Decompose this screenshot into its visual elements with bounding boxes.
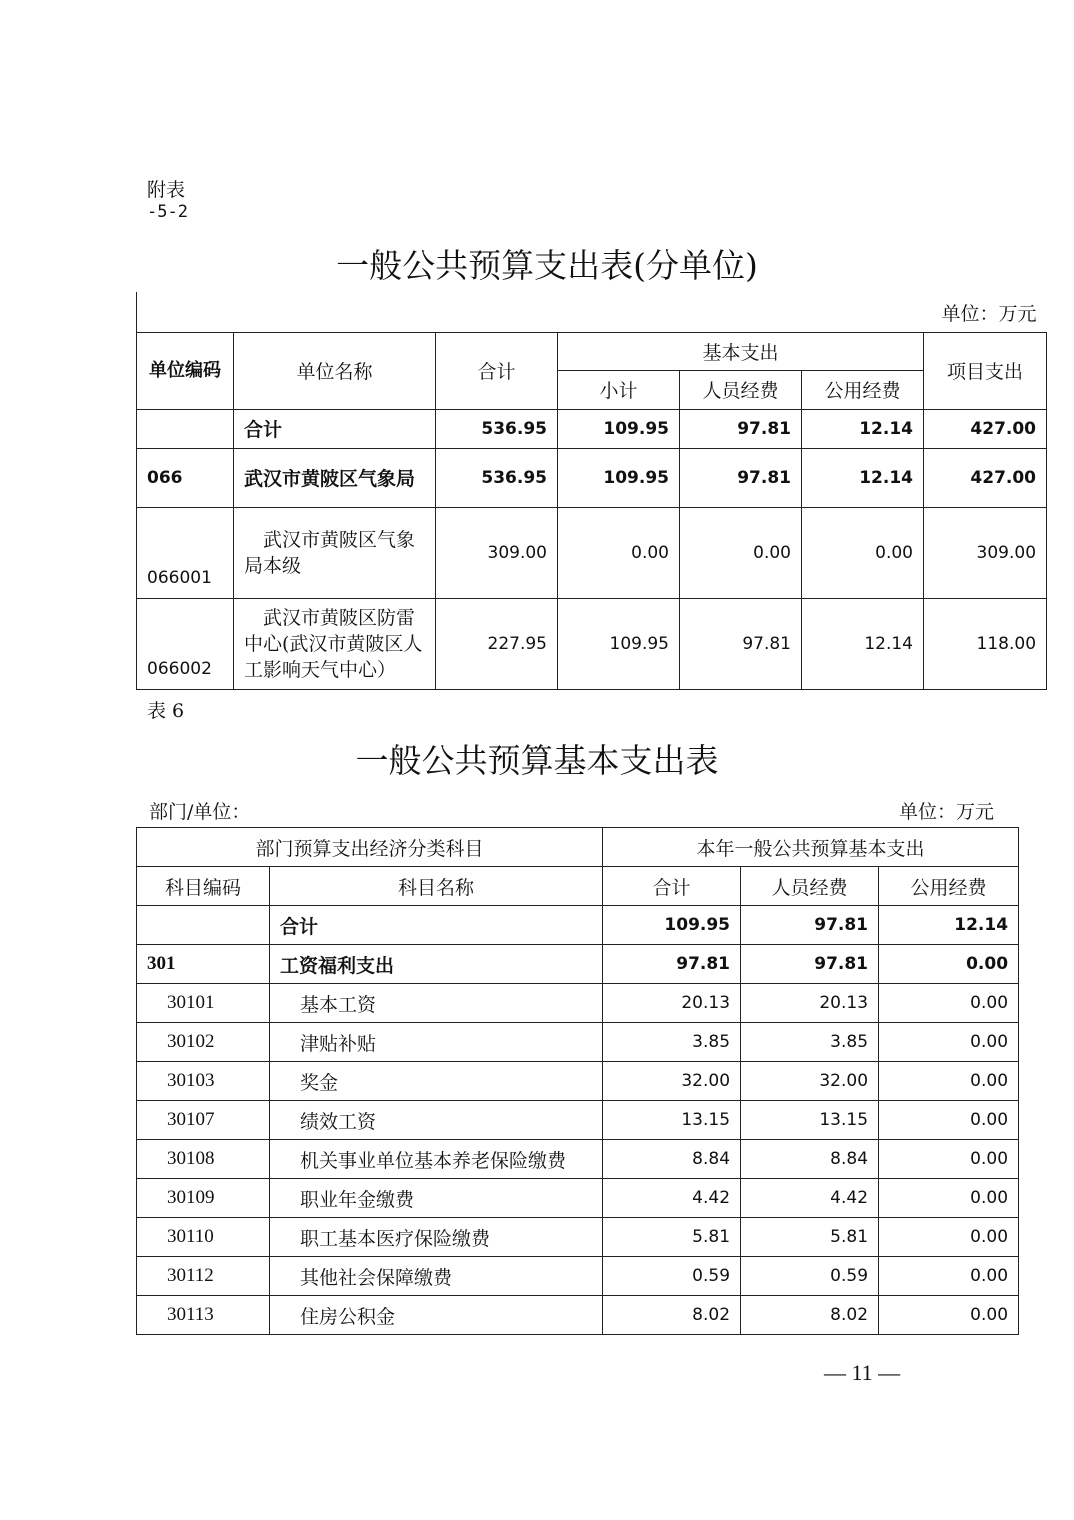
cell-personnel: 20.13 [741, 984, 879, 1023]
cell-code: 30112 [137, 1257, 270, 1296]
cell-personnel: 0.59 [741, 1257, 879, 1296]
cell-code [137, 409, 234, 448]
header-subtotal: 小计 [558, 370, 680, 409]
cell-total: 97.81 [603, 945, 741, 984]
cell-public: 0.00 [879, 1023, 1019, 1062]
cell-code: 066 [137, 448, 234, 507]
cell-total: 3.85 [603, 1023, 741, 1062]
cell-total: 309.00 [436, 507, 558, 598]
cell-personnel: 0.00 [680, 507, 802, 598]
cell-subtotal: 0.00 [558, 507, 680, 598]
header-current-year: 本年一般公共预算基本支出 [603, 828, 1019, 867]
cell-code: 30101 [137, 984, 270, 1023]
cell-subtotal: 109.95 [558, 598, 680, 689]
table-row [137, 1023, 1019, 1062]
table-row [137, 945, 1019, 984]
cell-personnel: 8.02 [741, 1296, 879, 1335]
header-name: 科目名称 [270, 867, 603, 906]
cell-public: 12.14 [802, 598, 924, 689]
cell-public: 0.00 [879, 945, 1019, 984]
cell-personnel: 4.42 [741, 1179, 879, 1218]
cell-code: 30103 [137, 1062, 270, 1101]
table-row [137, 409, 1047, 448]
cell-public: 12.14 [802, 409, 924, 448]
cell-name: 武汉市黄陂区气象局 [234, 448, 436, 507]
table-row [137, 507, 1047, 598]
table1-unit: 单位：万元 [137, 292, 1047, 332]
cell-personnel: 13.15 [741, 1101, 879, 1140]
cell-personnel: 97.81 [680, 409, 802, 448]
table-row [137, 984, 1019, 1023]
header-public: 公用经费 [879, 867, 1019, 906]
cell-code: 30109 [137, 1179, 270, 1218]
cell-code: 066002 [137, 598, 234, 689]
cell-name: 机关事业单位基本养老保险缴费 [270, 1140, 603, 1179]
cell-code: 066001 [137, 507, 234, 598]
cell-public: 0.00 [879, 1062, 1019, 1101]
header-unit-name: 单位名称 [234, 332, 436, 409]
header-total: 合计 [436, 332, 558, 409]
header-code: 科目编码 [137, 867, 270, 906]
table-row [137, 1296, 1019, 1335]
table2-label: 表 6 [147, 700, 185, 722]
cell-personnel: 97.81 [680, 598, 802, 689]
cell-name: 奖金 [270, 1062, 603, 1101]
cell-personnel: 5.81 [741, 1218, 879, 1257]
cell-code [137, 906, 270, 945]
cell-subtotal: 109.95 [558, 448, 680, 507]
cell-name: 工资福利支出 [270, 945, 603, 984]
cell-code: 30110 [137, 1218, 270, 1257]
page-number: — 11 — [824, 1360, 901, 1385]
table2-unit: 单位：万元 [899, 801, 995, 823]
cell-total: 536.95 [436, 448, 558, 507]
cell-personnel: 32.00 [741, 1062, 879, 1101]
cell-public: 0.00 [879, 984, 1019, 1023]
cell-public: 0.00 [879, 1218, 1019, 1257]
cell-name: 职业年金缴费 [270, 1179, 603, 1218]
cell-total: 8.02 [603, 1296, 741, 1335]
cell-name: 基本工资 [270, 984, 603, 1023]
cell-project: 427.00 [924, 409, 1047, 448]
table-row [137, 1257, 1019, 1296]
header-public: 公用经费 [802, 370, 924, 409]
cell-public: 0.00 [802, 507, 924, 598]
header-personnel: 人员经费 [680, 370, 802, 409]
attachment-label: 附表 [147, 179, 186, 201]
cell-code: 301 [137, 945, 270, 984]
cell-total: 20.13 [603, 984, 741, 1023]
table-row [137, 1062, 1019, 1101]
cell-public: 0.00 [879, 1101, 1019, 1140]
cell-project: 309.00 [924, 507, 1047, 598]
cell-total: 5.81 [603, 1218, 741, 1257]
cell-code: 30113 [137, 1296, 270, 1335]
cell-subtotal: 109.95 [558, 409, 680, 448]
header-basic: 基本支出 [558, 332, 924, 370]
cell-name: 住房公积金 [270, 1296, 603, 1335]
table-row [137, 1101, 1019, 1140]
cell-total: 536.95 [436, 409, 558, 448]
cell-name: 津贴补贴 [270, 1023, 603, 1062]
table1 [136, 292, 1047, 690]
cell-name: 职工基本医疗保险缴费 [270, 1218, 603, 1257]
header-project: 项目支出 [924, 332, 1047, 409]
cell-personnel: 97.81 [741, 906, 879, 945]
cell-project: 427.00 [924, 448, 1047, 507]
table2-dept: 部门/单位： [149, 801, 251, 823]
cell-total: 227.95 [436, 598, 558, 689]
cell-public: 12.14 [879, 906, 1019, 945]
header-personnel: 人员经费 [741, 867, 879, 906]
cell-code: 30108 [137, 1140, 270, 1179]
cell-total: 109.95 [603, 906, 741, 945]
cell-name: 武汉市黄陂区防雷中心(武汉市黄陂区人工影响天气中心） [234, 598, 436, 689]
table-row [137, 1179, 1019, 1218]
cell-project: 118.00 [924, 598, 1047, 689]
cell-total: 32.00 [603, 1062, 741, 1101]
cell-code: 30102 [137, 1023, 270, 1062]
cell-code: 30107 [137, 1101, 270, 1140]
cell-name: 其他社会保障缴费 [270, 1257, 603, 1296]
cell-public: 0.00 [879, 1140, 1019, 1179]
cell-name: 武汉市黄陂区气象局本级 [234, 507, 436, 598]
table-row [137, 1218, 1019, 1257]
table2-title: 一般公共预算基本支出表 [355, 741, 719, 780]
cell-personnel: 3.85 [741, 1023, 879, 1062]
table-row [137, 598, 1047, 689]
cell-name: 绩效工资 [270, 1101, 603, 1140]
table-row [137, 448, 1047, 507]
attachment-number: -5-2 [147, 202, 188, 222]
cell-name: 合计 [270, 906, 603, 945]
cell-personnel: 8.84 [741, 1140, 879, 1179]
header-unit-code: 单位编码 [137, 332, 234, 409]
cell-personnel: 97.81 [741, 945, 879, 984]
cell-total: 8.84 [603, 1140, 741, 1179]
cell-public: 0.00 [879, 1257, 1019, 1296]
cell-public: 0.00 [879, 1296, 1019, 1335]
table-row [137, 1140, 1019, 1179]
cell-personnel: 97.81 [680, 448, 802, 507]
cell-public: 12.14 [802, 448, 924, 507]
cell-public: 0.00 [879, 1179, 1019, 1218]
table-row [137, 906, 1019, 945]
cell-total: 13.15 [603, 1101, 741, 1140]
cell-total: 4.42 [603, 1179, 741, 1218]
table2 [136, 827, 1019, 1335]
cell-total: 0.59 [603, 1257, 741, 1296]
table1-title: 一般公共预算支出表(分单位) [336, 246, 758, 285]
header-total: 合计 [603, 867, 741, 906]
header-category: 部门预算支出经济分类科目 [137, 828, 603, 867]
cell-name: 合计 [234, 409, 436, 448]
